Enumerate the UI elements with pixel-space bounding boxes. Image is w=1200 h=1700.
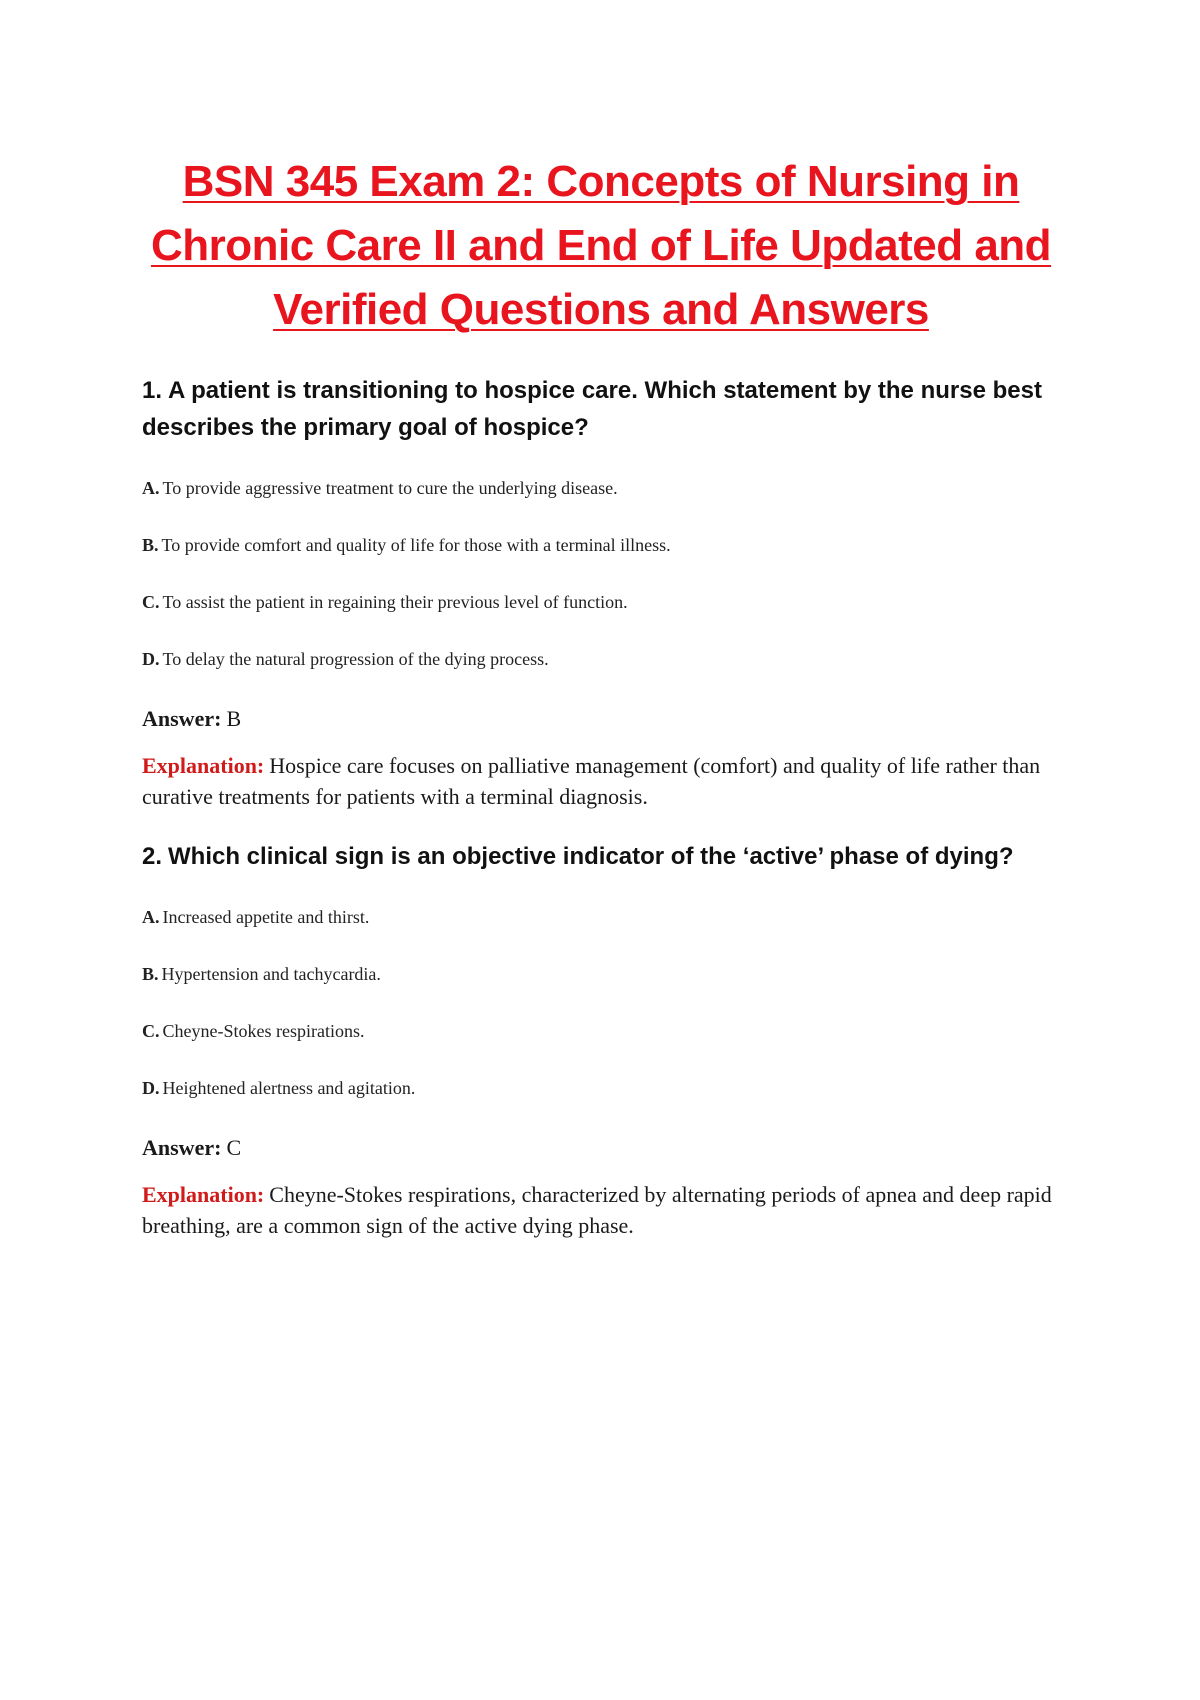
question-number: 2. <box>142 843 163 870</box>
answer-label: Answer: <box>142 1135 222 1160</box>
question-1-answer <box>142 704 1060 734</box>
document-title <box>142 150 1060 342</box>
option-letter: D. <box>142 649 160 669</box>
question-stem: A patient is transitioning to hospice care. Which statement by the nurse best describes the primary goal of hospice? <box>142 377 1042 441</box>
question-1-option-b <box>142 533 1060 557</box>
option-letter: C. <box>142 592 160 612</box>
question-number: 1. <box>142 377 163 404</box>
explanation-label: Explanation: <box>142 1182 265 1207</box>
option-letter: B. <box>142 964 159 984</box>
option-letter: A. <box>142 907 160 927</box>
explanation-text: Hospice care focuses on palliative management (comfort) and quality of life rather than curative treatments for patients with a terminal diagnosis. <box>142 753 1041 809</box>
answer-value: C <box>226 1135 242 1160</box>
question-1-explanation <box>142 750 1060 812</box>
title-line-2: Chronic Care II and End of Life Updated and <box>150 221 1052 270</box>
question-2-option-c <box>142 1019 1060 1043</box>
question-1-option-a <box>142 476 1060 500</box>
option-text: To provide aggressive treatment to cure the underlying disease. <box>162 478 618 498</box>
option-letter: D. <box>142 1078 160 1098</box>
option-text: Hypertension and tachycardia. <box>161 964 381 984</box>
question-2-option-a <box>142 905 1060 929</box>
option-letter: C. <box>142 1021 160 1041</box>
question-2 <box>142 838 1060 1241</box>
question-2-option-d <box>142 1076 1060 1100</box>
option-text: Cheyne-Stokes respirations. <box>162 1021 365 1041</box>
explanation-text: Cheyne-Stokes respirations, characterized by alternating periods of apnea and deep rapid breathing, are a common sign of the active dying phase. <box>142 1182 1052 1238</box>
option-text: Increased appetite and thirst. <box>162 907 370 927</box>
question-2-option-b <box>142 962 1060 986</box>
question-1-option-c <box>142 590 1060 614</box>
question-1 <box>142 372 1060 812</box>
answer-value: B <box>226 706 242 731</box>
question-1-text <box>142 372 1060 446</box>
answer-label: Answer: <box>142 706 222 731</box>
question-1-option-d <box>142 647 1060 671</box>
question-2-explanation <box>142 1179 1060 1241</box>
question-stem: Which clinical sign is an objective indicator of the ‘active’ phase of dying? <box>168 843 1014 870</box>
explanation-label: Explanation: <box>142 753 265 778</box>
title-line-3: Verified Questions and Answers <box>273 285 929 334</box>
option-text: To delay the natural progression of the dying process. <box>162 649 549 669</box>
option-text: Heightened alertness and agitation. <box>162 1078 416 1098</box>
option-text: To provide comfort and quality of life for those with a terminal illness. <box>161 535 671 555</box>
option-text: To assist the patient in regaining their previous level of function. <box>162 592 628 612</box>
question-2-text <box>142 838 1060 875</box>
question-2-answer <box>142 1133 1060 1163</box>
option-letter: A. <box>142 478 160 498</box>
title-line-1: BSN 345 Exam 2: Concepts of Nursing in <box>182 157 1020 206</box>
option-letter: B. <box>142 535 159 555</box>
